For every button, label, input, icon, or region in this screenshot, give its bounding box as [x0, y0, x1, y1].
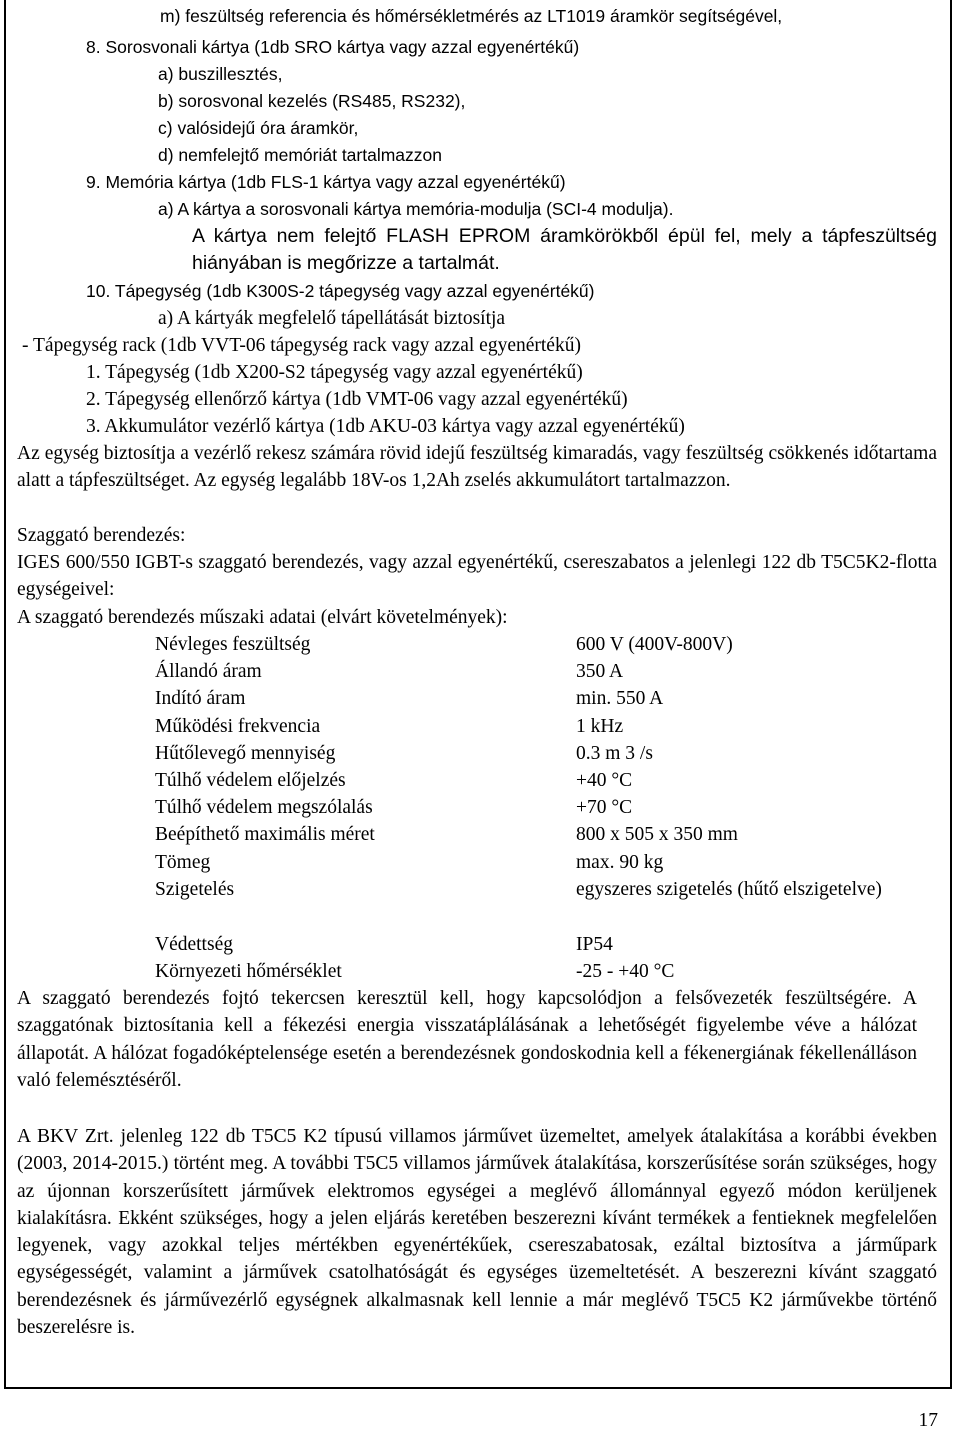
bkv-paragraph: A BKV Zrt. jelenleg 122 db T5C5 K2 típusú villamos járművet üzemeltet, amelyek átalakítása a korábbi években (2003, 2014-2015.) történt meg. A további T5C5 villamos járművek átalakítása, korszerűsítése során szükséges, hogy az újonnan korszerűsített járművek elektromos egységei a meglévő állománnyal egyező módon kerüljenek kialakításra. Ekként szükséges, hogy a jelen eljárás keretében beszerezni kívánt termékek a fentieknek megfelelően legyenek, vagy azokkal teljes mértékben egyenértékűek, csereszabatosak, ezáltal biztosítva a járműpark egységességét, valamint a járművek csatolhatóságát és egységes üzemeltetését. A beszerezni kívánt szaggató berendezésnek és járművezérlő egységnek alkalmasnak kell lennie a már meglévő T5C5 K2 járművekbe történő beszerelésre is.	[17, 1126, 937, 1339]
list-line: a) buszillesztés,	[158, 64, 283, 84]
list-line: 3. Akkumulátor vezérlő kártya (1db AKU-03 kártya vagy azzal egyenértékű)	[86, 416, 685, 437]
chopper-intro: IGES 600/550 IGBT-s szaggató berendezés, vagy azzal egyenértékű, csereszabatos a jelenlegi 122 db T5C5K2-flotta egységeivel:	[17, 552, 937, 601]
spec-row-insulation	[155, 876, 937, 930]
spec-value: +70 °C	[576, 797, 633, 819]
spec-value: 800 x 505 x 350 mm	[576, 824, 738, 846]
spec-label: Túlhő védelem megszólalás	[155, 797, 373, 819]
spec-row	[155, 740, 937, 767]
spec-row	[155, 849, 937, 876]
list-line: 2. Tápegység ellenőrző kártya (1db VMT-06 vagy azzal egyenértékű)	[86, 389, 628, 410]
spec-row	[155, 821, 937, 848]
list-line: d) nemfelejtő memóriát tartalmazzon	[158, 145, 442, 165]
page-number: 17	[918, 1410, 938, 1431]
spec-value: 0.3 m 3 /s	[576, 742, 653, 764]
list-line: 9. Memória kártya (1db FLS-1 kártya vagy azzal egyenértékű)	[86, 172, 566, 192]
spec-label: Környezeti hőmérséklet	[155, 961, 342, 983]
memory-card-description: A kártya nem felejtő FLASH EPROM áramkörökből épül fel, mely a tápfeszültség hiányában is megőrizze a tartalmát.	[192, 225, 937, 275]
spec-row	[155, 658, 937, 685]
spec-row	[155, 931, 937, 958]
spec-value: 350 A	[576, 661, 624, 683]
spec-value: IP54	[576, 934, 613, 955]
list-line: m) feszültség referencia és hőmérsékletmérés az LT1019 áramkör segítségével,	[160, 6, 783, 26]
spec-row	[155, 958, 937, 985]
spec-label: Beépíthető maximális méret	[155, 824, 375, 846]
list-line: 10. Tápegység (1db K300S-2 tápegység vagy azzal egyenértékű)	[86, 281, 595, 301]
list-line: 8. Sorosvonali kártya (1db SRO kártya vagy azzal egyenértékű)	[86, 37, 580, 57]
specs-heading: A szaggató berendezés műszaki adatai (elvárt követelmények):	[17, 607, 508, 628]
spec-value: 1 kHz	[576, 715, 624, 737]
list-line: c) valósidejű óra áramkör,	[158, 118, 359, 138]
choke-paragraph: A szaggató berendezés fojtó tekercsen keresztül kell, hogy kapcsolódjon a felsővezeték feszültségére. A szaggatónak biztosítania kell a fékezési energia visszatáplálásának a lehetőségét figyelembe véve a hálózat állapotát. A hálózat fogadóképtelensége esetén a berendezésnek gondoskodnia kell a fékenergiának fékellenálláson való felemésztéséről.	[17, 988, 917, 1091]
spec-label: Működési frekvencia	[155, 715, 321, 737]
spec-row	[155, 685, 937, 712]
spec-value: min. 550 A	[576, 688, 664, 710]
spec-value: +40 °C	[576, 770, 633, 791]
spec-label: Szigetelés	[155, 879, 235, 900]
spec-value: 600 V (400V-800V)	[576, 634, 733, 655]
spec-row	[155, 794, 937, 821]
spec-label: Hűtőlevegő mennyiség	[155, 742, 336, 764]
spec-label: Túlhő védelem előjelzés	[155, 770, 346, 791]
list-line: - Tápegység rack (1db VVT-06 tápegység rack vagy azzal egyenértékű)	[22, 335, 581, 356]
list-line: b) sorosvonal kezelés (RS485, RS232),	[158, 91, 466, 111]
spec-row	[155, 713, 937, 740]
list-line: 1. Tápegység (1db X200-S2 tápegység vagy azzal egyenértékű)	[86, 362, 583, 383]
spec-label: Indító áram	[155, 688, 246, 710]
spec-label: Állandó áram	[155, 661, 262, 683]
spec-value: max. 90 kg	[576, 851, 664, 873]
list-line: a) A kártyák megfelelő tápellátását biztosítja	[158, 308, 506, 329]
spec-label: Névleges feszültség	[155, 634, 311, 655]
spec-value: -25 - +40 °C	[576, 961, 675, 983]
chopper-heading: Szaggató berendezés:	[17, 525, 186, 546]
list-line: a) A kártya a sorosvonali kártya memória-modulja (SCI-4 modulja).	[158, 199, 674, 219]
spec-row	[155, 767, 937, 794]
spec-value: egyszeres szigetelés (hűtő elszigetelve)	[576, 879, 882, 900]
spec-label: Védettség	[155, 934, 233, 955]
battery-paragraph: Az egység biztosítja a vezérlő rekesz számára rövid idejű feszültség kimaradás, vagy feszültség csökkenés időtartama alatt a tápfeszültséget. Az egység legalább 18V-os 1,2Ah zselés akkumulátort tartalmazzon.	[17, 443, 937, 492]
spec-row	[155, 631, 937, 658]
spec-label: Tömeg	[155, 851, 211, 873]
